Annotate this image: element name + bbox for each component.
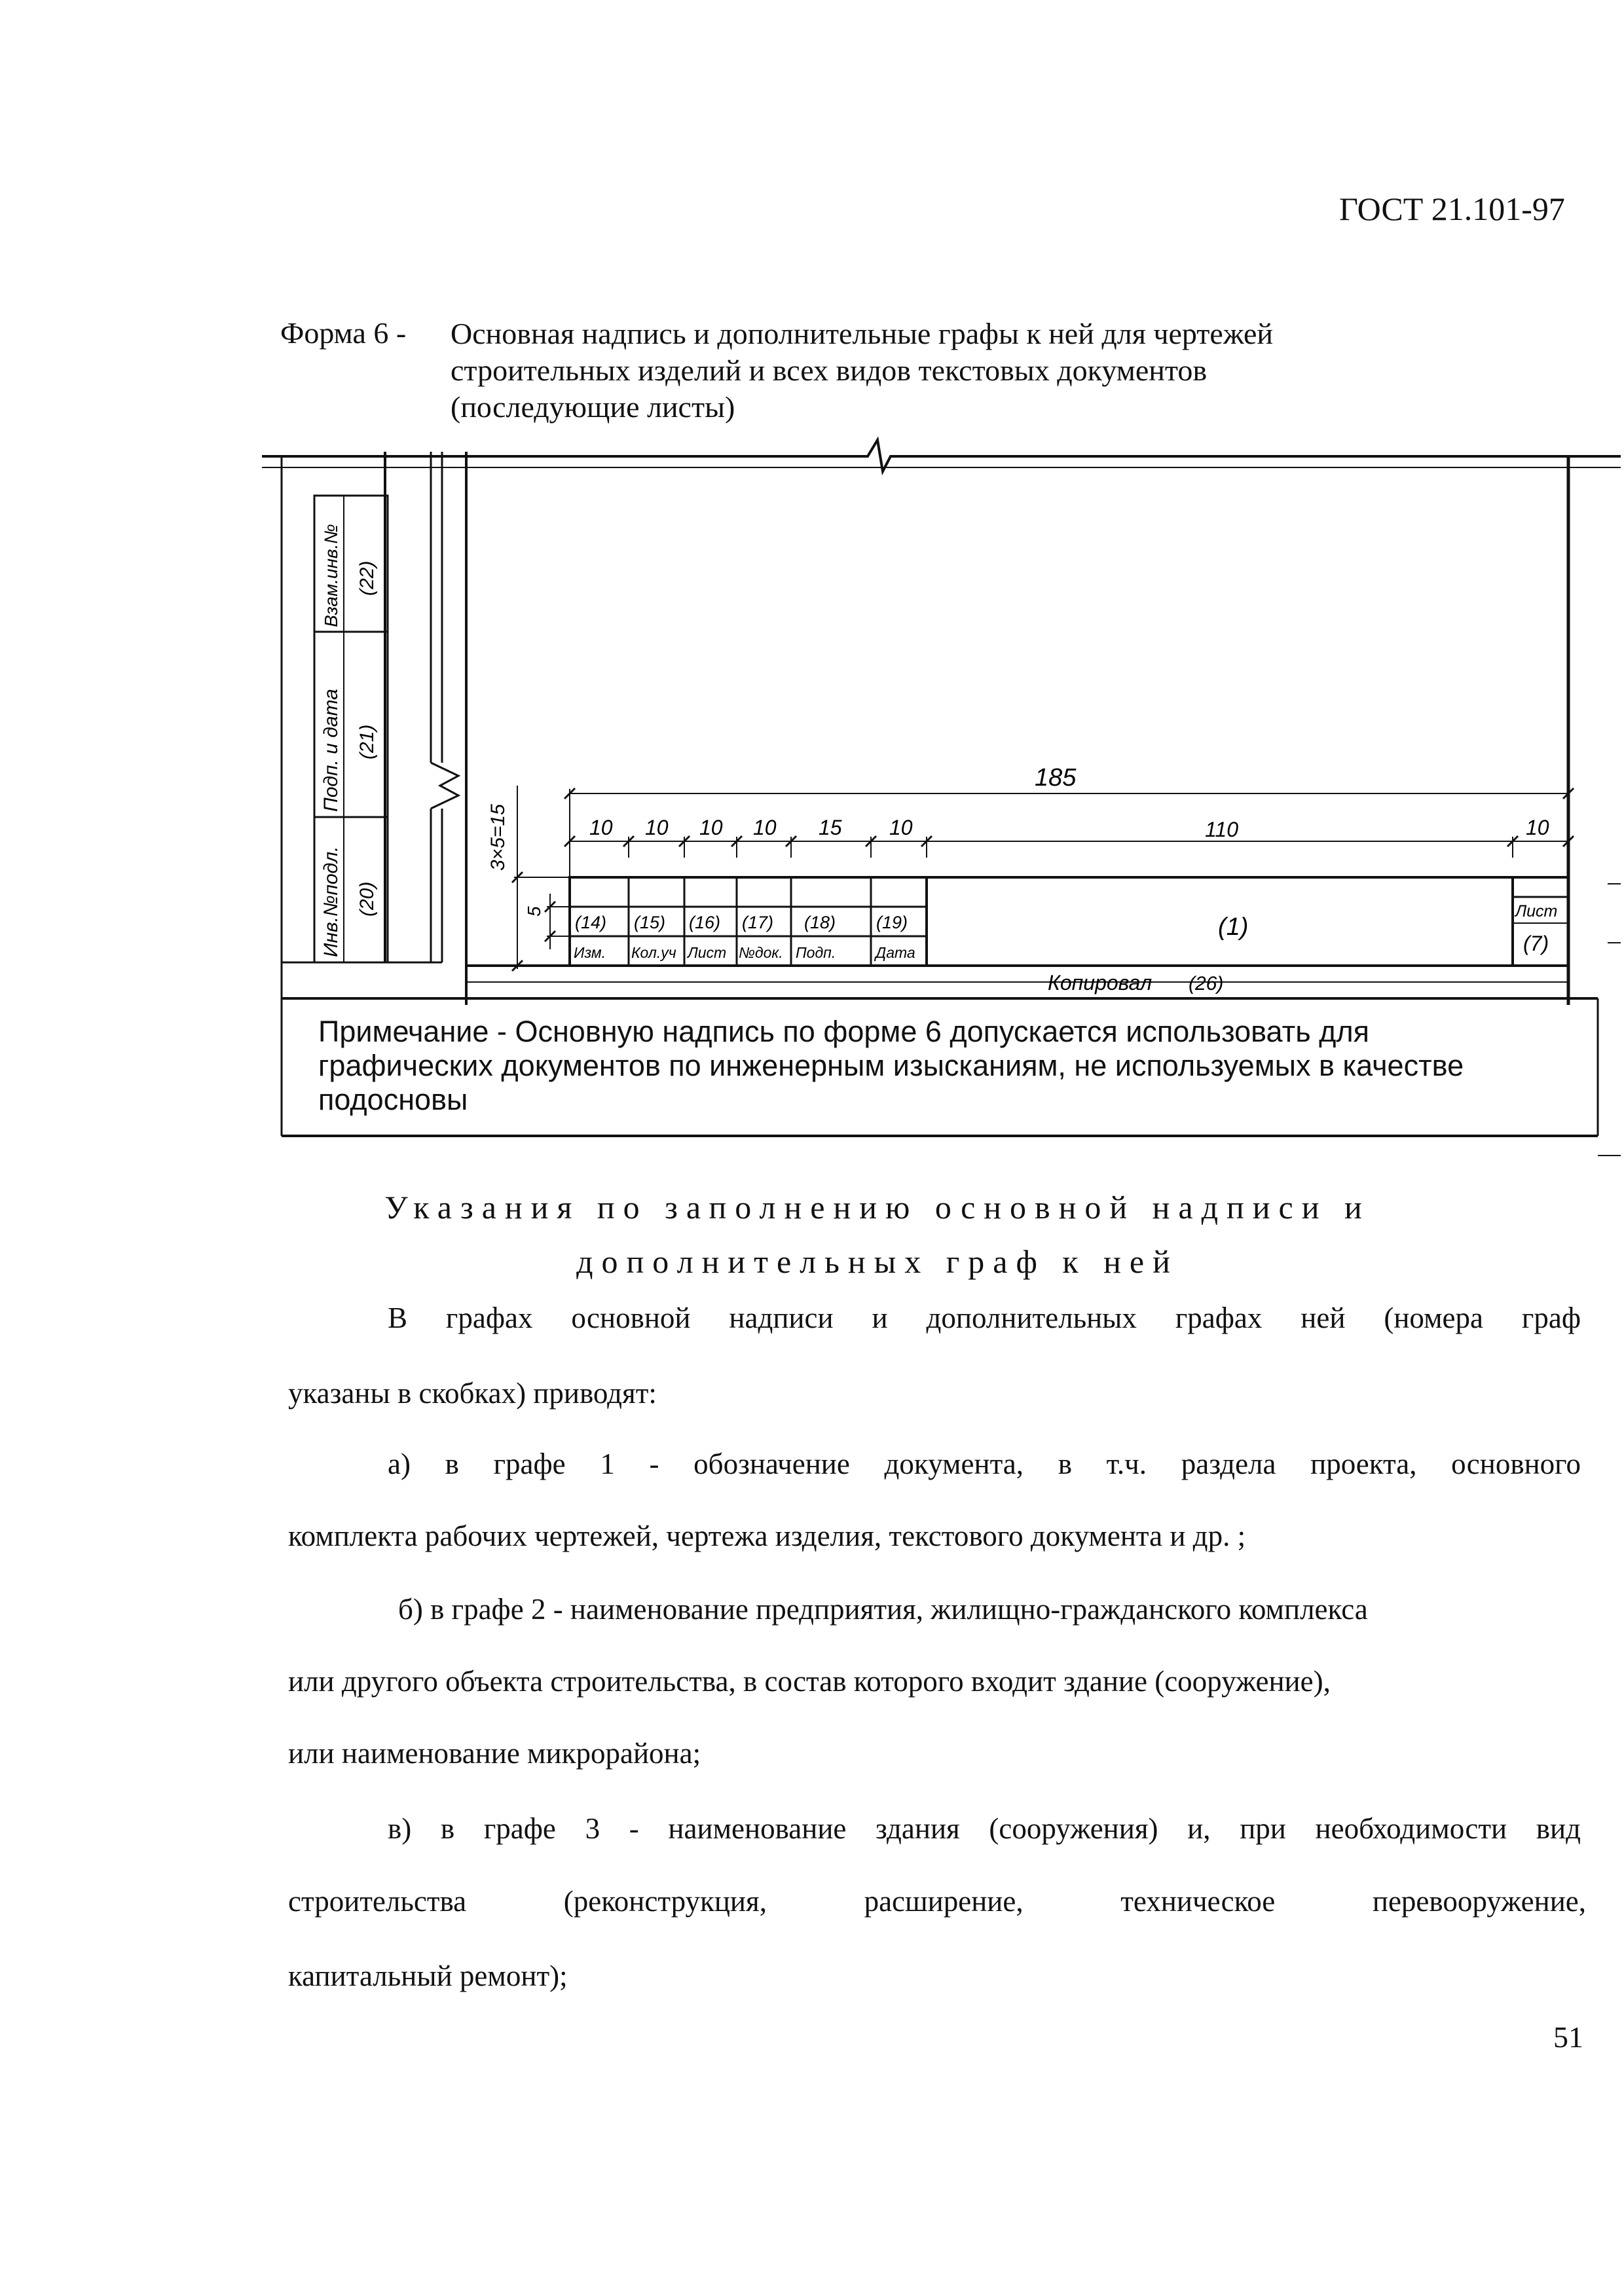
item-a-line-2: комплекта рабочих чертежей, чертежа изделия, текстового документа и др. ;: [288, 1520, 1246, 1552]
field-14: (14): [575, 913, 607, 932]
dimension-col-5: 15: [819, 816, 842, 839]
dimension-col-2: 10: [645, 816, 669, 839]
item-b-line-3: или наименование микрорайона;: [288, 1737, 701, 1770]
field-16: (16): [689, 913, 721, 932]
column-label-izm: Изм.: [574, 944, 606, 961]
dimension-col-6: 10: [889, 816, 913, 839]
note-line-3: подосновы: [318, 1083, 468, 1116]
column-label-signature: Подп.: [796, 944, 836, 961]
field-18: (18): [804, 913, 836, 932]
field-17: (17): [742, 913, 774, 932]
intro-line-2: указаны в скобках) приводят:: [288, 1377, 657, 1410]
item-b-line-1: б) в графе 2 - наименование предприятия, жилищно-гражданского комплекса: [398, 1593, 1368, 1626]
intro-line-1: В графах основной надписи и дополнительных графах ней (номера граф: [388, 1302, 1581, 1334]
side-field-21: (21): [356, 724, 378, 759]
field-19: (19): [876, 913, 908, 932]
sheet-label: Лист: [1515, 902, 1558, 920]
note-line-1: Примечание - Основную надпись по форме 6 допускается использовать для: [318, 1015, 1370, 1048]
dimension-col-7: 110: [1205, 818, 1239, 841]
item-a-line-1: а) в графе 1 - обозначение документа, в т.ч. раздела проекта, основного: [388, 1448, 1581, 1480]
document-standard-header: ГОСТ 21.101-97: [1339, 191, 1565, 227]
dimension-col-4: 10: [753, 816, 777, 839]
column-label-kol-uch: Кол.уч: [631, 944, 676, 961]
item-c-line-3: капитальный ремонт);: [288, 1959, 568, 1992]
form-caption-line-3: (последующие листы): [451, 390, 735, 424]
copied-by-field-26: (26): [1189, 973, 1224, 994]
page-number: 51: [1553, 2020, 1583, 2054]
section-heading-line-1: Указания по заполнению основной надписи и: [384, 1189, 1371, 1226]
dimension-total: 185: [1035, 764, 1077, 792]
form-caption-line-2: строительных изделий и всех видов текстовых документов: [451, 354, 1208, 387]
note-block: [318, 1015, 1582, 1117]
field-15: (15): [634, 913, 666, 932]
dimension-col-3: 10: [699, 816, 723, 839]
column-label-list: Лист: [688, 944, 727, 961]
side-field-22: (22): [356, 560, 378, 596]
section-heading-line-2: дополнительных граф к ней: [576, 1243, 1179, 1280]
item-c-line-1: в) в графе 3 - наименование здания (сооружения) и, при необходимости вид: [388, 1812, 1581, 1845]
side-field-20: (20): [356, 881, 378, 917]
form-label: Форма 6 -: [280, 316, 407, 350]
side-sign-date-label: Подп. и дата: [320, 689, 342, 812]
dimension-row-height: 5: [524, 906, 544, 917]
dimension-col-1: 10: [589, 816, 613, 839]
dimension-col-8: 10: [1526, 816, 1549, 839]
column-label-date: Дата: [876, 944, 915, 961]
sheet-field-7: (7): [1523, 932, 1549, 955]
item-c-line-2: строительства (реконструкция, расширение, техническое перевооружение,: [288, 1885, 1586, 1918]
note-line-2: графических документов по инженерным изысканиям, не используемых в качестве: [318, 1049, 1464, 1082]
main-field-1: (1): [1218, 913, 1249, 941]
column-label-doc-no: №док.: [739, 944, 783, 961]
dimension-rows-height: 3×5=15: [487, 804, 509, 871]
side-inv-orig-label: Инв.№подл.: [320, 846, 342, 957]
form-caption-line-1: Основная надпись и дополнительные графы к ней для чертежей: [451, 317, 1274, 350]
item-b-line-2: или другого объекта строительства, в состав которого входит здание (сооружение),: [288, 1665, 1331, 1698]
copied-by-label: Копировал: [1048, 971, 1153, 994]
side-inv-replace-label: Взам.инв.№: [321, 524, 341, 627]
